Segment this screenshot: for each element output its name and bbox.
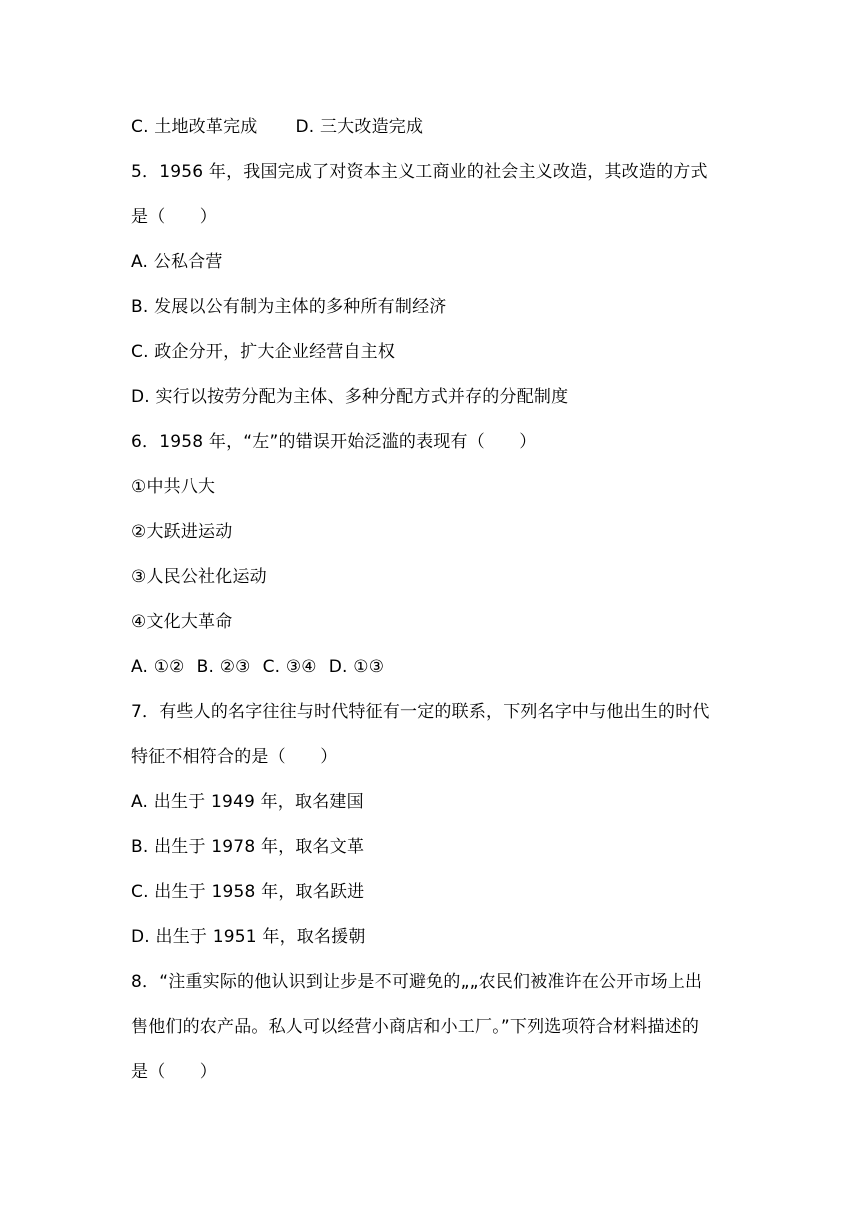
q6-item-1: ①中共八大 [131, 477, 216, 497]
q4-option-d: D. 三大改造完成 [295, 117, 424, 137]
q6-stem: 6．1958 年，“左”的错误开始泛滥的表现有（ ） [131, 432, 537, 452]
q8-stem-line3: 是（ ） [131, 1062, 217, 1082]
q6-item-4: ④文化大革命 [131, 612, 233, 632]
q7-option-b: B. 出生于 1978 年，取名文革 [131, 837, 365, 857]
q7-stem-line1: 7．有些人的名字往往与时代特征有一定的联系，下列名字中与他出生的时代 [131, 702, 710, 722]
q6-option-d: D. ①③ [328, 657, 385, 677]
q5-option-b: B. 发展以公有制为主体的多种所有制经济 [131, 297, 447, 317]
q5-stem-line2: 是（ ） [131, 207, 217, 227]
q6-option-b: B. ②③ [196, 657, 251, 677]
q5-option-d: D. 实行以按劳分配为主体、多种分配方式并存的分配制度 [131, 387, 569, 407]
q4-options-line [131, 115, 423, 139]
q8-stem-line2: 售他们的农产品。私人可以经营小商店和小工厂。”下列选项符合材料描述的 [131, 1017, 700, 1037]
q7-option-c: C. 出生于 1958 年，取名跃进 [131, 882, 365, 902]
q8-stem-line1: 8．“注重实际的他认识到让步是不可避免的„„农民们被准许在公开市场上出 [131, 972, 703, 992]
q6-item-2: ②大跃进运动 [131, 522, 233, 542]
q7-option-a: A. 出生于 1949 年，取名建国 [131, 792, 364, 812]
q6-options-line [131, 655, 384, 679]
q7-stem-line2: 特征不相符合的是（ ） [131, 747, 338, 767]
q7-option-d: D. 出生于 1951 年，取名援朝 [131, 927, 366, 947]
q5-option-a: A. 公私合营 [131, 252, 223, 272]
q5-option-c: C. 政企分开，扩大企业经营自主权 [131, 342, 396, 362]
q4-option-c: C. 土地改革完成 [131, 117, 258, 137]
q6-option-c: C. ③④ [262, 657, 317, 677]
q6-item-3: ③人民公社化运动 [131, 567, 267, 587]
q6-option-a: A. ①② [131, 657, 185, 677]
q5-stem-line1: 5．1956 年，我国完成了对资本主义工商业的社会主义改造，其改造的方式 [131, 162, 708, 182]
